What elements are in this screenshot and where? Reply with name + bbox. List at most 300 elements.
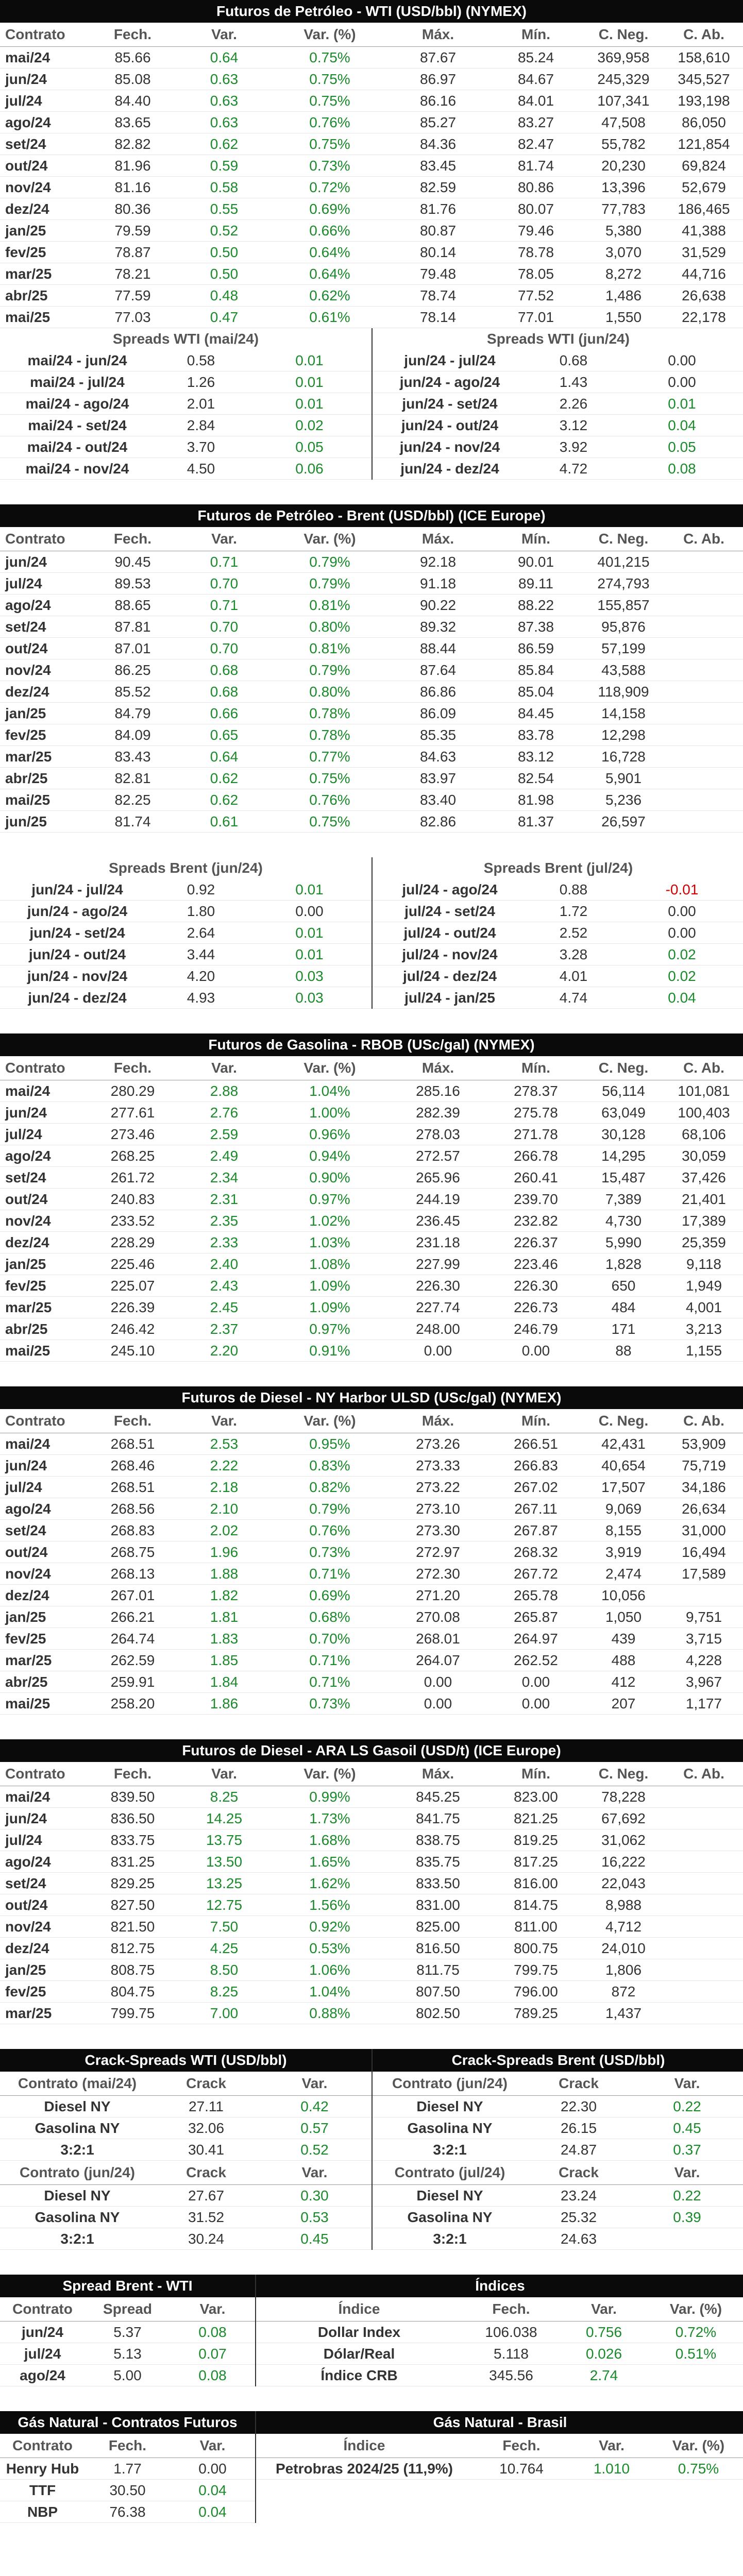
table-cell: 817.25: [489, 1851, 582, 1873]
table-row: [256, 2343, 743, 2365]
column-header: Contrato: [0, 1409, 90, 1433]
gasoil-table: [0, 1762, 743, 2024]
table-cell: 1.84: [175, 1671, 273, 1693]
table-cell: 0.90%: [273, 1167, 386, 1189]
ulsd-table: [0, 1409, 743, 1715]
table-cell: 280.29: [90, 1080, 175, 1102]
column-header: Crack: [155, 2161, 258, 2185]
table-cell: 8,988: [582, 1894, 665, 1916]
table-cell: TTF: [0, 2480, 85, 2501]
table-cell: [665, 1981, 743, 2003]
crack-table: [373, 2072, 743, 2250]
table-cell: 268.75: [90, 1541, 175, 1563]
table-cell: nov/24: [0, 1563, 90, 1585]
table-cell: 13.75: [175, 1829, 273, 1851]
table-row: [0, 2185, 372, 2207]
table-cell: 273.46: [90, 1124, 175, 1145]
table-cell: 225.07: [90, 1275, 175, 1297]
table-row: [0, 2207, 372, 2228]
table-row: [0, 1981, 743, 2003]
column-header: Índice: [256, 2297, 462, 2321]
table-cell: 83.27: [489, 112, 582, 133]
table-cell: jan/25: [0, 1959, 90, 1981]
table-cell: 819.25: [489, 1829, 582, 1851]
table-cell: jun/24: [0, 1808, 90, 1829]
table-cell: jun/24: [0, 2321, 85, 2343]
gas_br-block: [255, 2411, 743, 2523]
crack-table: [0, 2072, 372, 2250]
table-cell: 56,114: [582, 1080, 665, 1102]
table-cell: 223.46: [489, 1253, 582, 1275]
rbob-table: [0, 1056, 743, 1362]
column-header: Var.: [170, 2434, 255, 2458]
table-row: [373, 393, 743, 415]
table-cell: 5,990: [582, 1232, 665, 1253]
table-cell: dez/24: [0, 1938, 90, 1959]
table-row: [373, 458, 743, 480]
table-row: [0, 1541, 743, 1563]
table-cell: 0.39: [630, 2207, 743, 2228]
table-cell: 0.73%: [273, 155, 386, 177]
column-header: Var.: [258, 2072, 372, 2096]
table-row: [0, 987, 372, 1009]
table-cell: 84.63: [386, 746, 489, 768]
table-cell: jun/24: [0, 69, 90, 90]
table-cell: 2.49: [175, 1145, 273, 1167]
table-cell: [665, 551, 743, 573]
table-cell: ago/24: [0, 1851, 90, 1873]
table-cell: 87.81: [90, 616, 175, 638]
table-cell: 85.35: [386, 724, 489, 746]
table-cell: 0.00: [386, 1693, 489, 1715]
column-header: C. Neg.: [582, 1056, 665, 1080]
table-cell: 3,213: [665, 1318, 743, 1340]
table-cell: 245,329: [582, 69, 665, 90]
table-cell: 0.61%: [273, 307, 386, 328]
table-row: [0, 659, 743, 681]
table-cell: jun/24: [0, 551, 90, 573]
table-row: [0, 1253, 743, 1275]
gas_fut-table: [0, 2434, 255, 2523]
table-cell: 106.038: [462, 2321, 560, 2343]
table-cell: [665, 616, 743, 638]
table-cell: 81.98: [489, 789, 582, 811]
table-row: [0, 551, 743, 573]
table-cell: 100,403: [665, 1102, 743, 1124]
column-header: Mín.: [489, 1056, 582, 1080]
table-row: [0, 901, 372, 922]
table-cell: 121,854: [665, 133, 743, 155]
rbob-section: [0, 1033, 743, 1362]
table-cell: ago/24: [0, 1498, 90, 1520]
table-cell: 86.59: [489, 638, 582, 659]
table-cell: 0.97%: [273, 1189, 386, 1210]
table-cell: 267.72: [489, 1563, 582, 1585]
table-cell: 1.06%: [273, 1959, 386, 1981]
table-cell: 34,186: [665, 1477, 743, 1498]
spread-table: [373, 879, 743, 1009]
table-cell: 0.00: [620, 350, 743, 371]
table-cell: 31,529: [665, 242, 743, 263]
table-cell: 1,949: [665, 1275, 743, 1297]
table-cell: 85.52: [90, 681, 175, 703]
header-row: [0, 2434, 255, 2458]
column-header: Mín.: [489, 1762, 582, 1786]
table-cell: 76.38: [85, 2501, 170, 2523]
brent_spreads-left: [0, 857, 372, 1009]
table-cell: 1.68%: [273, 1829, 386, 1851]
table-cell: out/24: [0, 1541, 90, 1563]
table-cell: 0.01: [247, 393, 372, 415]
table-row: [0, 1124, 743, 1145]
table-cell: 0.71: [175, 551, 273, 573]
table-cell: 2.02: [175, 1520, 273, 1541]
table-cell: 82.59: [386, 177, 489, 198]
table-cell: 80.86: [489, 177, 582, 198]
table-cell: 5.13: [85, 2343, 170, 2365]
table-cell: 227.74: [386, 1297, 489, 1318]
table-cell: 78.05: [489, 263, 582, 285]
table-cell: 401,215: [582, 551, 665, 573]
table-row: [0, 1455, 743, 1477]
spread-title: Spreads Brent (jul/24): [483, 860, 633, 876]
table-cell: 1.010: [570, 2458, 653, 2480]
table-cell: 650: [582, 1275, 665, 1297]
table-cell: 829.25: [90, 1873, 175, 1894]
table-cell: 240.83: [90, 1189, 175, 1210]
table-cell: 1.00%: [273, 1102, 386, 1124]
table-cell: 345,527: [665, 69, 743, 90]
table-cell: 8,155: [582, 1520, 665, 1541]
table-cell: 278.03: [386, 1124, 489, 1145]
table-cell: 0.62: [175, 133, 273, 155]
spacer: [0, 1715, 743, 1739]
table-cell: 1.72: [527, 901, 620, 922]
table-cell: 84.01: [489, 90, 582, 112]
table-cell: 30.24: [155, 2228, 258, 2250]
table-cell: 835.75: [386, 1851, 489, 1873]
column-header: Var.: [175, 23, 273, 47]
table-cell: 278.37: [489, 1080, 582, 1102]
table-cell: Dólar/Real: [256, 2343, 462, 2365]
table-cell: 345.56: [462, 2365, 560, 2386]
table-cell: 23.24: [527, 2185, 630, 2207]
table-cell: jul/24: [0, 1477, 90, 1498]
table-row: [0, 595, 743, 616]
spread_bw-table: [0, 2297, 255, 2386]
table-row: [0, 703, 743, 724]
table-cell: 3.92: [527, 436, 620, 458]
table-cell: 31.52: [155, 2207, 258, 2228]
table-cell: 272.97: [386, 1541, 489, 1563]
table-row: [0, 1916, 743, 1938]
table-row: [0, 2321, 255, 2343]
table-cell: NBP: [0, 2501, 85, 2523]
table-row: [0, 1189, 743, 1210]
table-cell: 20,230: [582, 155, 665, 177]
table-cell: 0.81%: [273, 638, 386, 659]
table-cell: 0.99%: [273, 1786, 386, 1808]
table-cell: 8.25: [175, 1981, 273, 2003]
table-cell: 2.26: [527, 393, 620, 415]
table-cell: 0.22: [630, 2185, 743, 2207]
table-cell: [665, 811, 743, 833]
table-cell: 44,716: [665, 263, 743, 285]
table-cell: 68,106: [665, 1124, 743, 1145]
table-row: [373, 965, 743, 987]
table-cell: [665, 768, 743, 789]
table-cell: 25.32: [527, 2207, 630, 2228]
table-cell: jun/24 - nov/24: [373, 436, 527, 458]
table-cell: 0.45: [258, 2228, 372, 2250]
table-row: [0, 307, 743, 328]
table-cell: 0.48: [175, 285, 273, 307]
table-cell: [665, 789, 743, 811]
table-cell: 0.22: [630, 2096, 743, 2117]
table-row: [0, 2003, 743, 2024]
table-cell: 171: [582, 1318, 665, 1340]
table-row: [0, 1650, 743, 1671]
table-cell: 158,610: [665, 47, 743, 69]
column-header: Máx.: [386, 1762, 489, 1786]
table-cell: fev/25: [0, 1275, 90, 1297]
table-cell: jun/24 - set/24: [373, 393, 527, 415]
table-cell: 228.29: [90, 1232, 175, 1253]
table-row: [0, 371, 372, 393]
table-cell: 0.026: [560, 2343, 648, 2365]
table-row: [0, 458, 372, 480]
table-cell: [665, 703, 743, 724]
table-cell: 268.01: [386, 1628, 489, 1650]
table-cell: [648, 2365, 743, 2386]
table-cell: 3.70: [155, 436, 247, 458]
table-cell: 1.88: [175, 1563, 273, 1585]
spacer: [0, 833, 743, 857]
table-cell: 9,118: [665, 1253, 743, 1275]
table-cell: 833.75: [90, 1829, 175, 1851]
table-row: [0, 1275, 743, 1297]
table-cell: 2.84: [155, 415, 247, 436]
brent-table: [0, 527, 743, 833]
table-cell: 264.07: [386, 1650, 489, 1671]
column-header: Var.: [630, 2072, 743, 2096]
table-cell: 0.64: [175, 746, 273, 768]
table-cell: 827.50: [90, 1894, 175, 1916]
table-row: [0, 2365, 255, 2386]
table-cell: 268.32: [489, 1541, 582, 1563]
table-cell: 0.58: [155, 350, 247, 371]
table-cell: [665, 659, 743, 681]
table-cell: 0.59: [175, 155, 273, 177]
column-header: Mín.: [489, 527, 582, 551]
table-cell: 87.38: [489, 616, 582, 638]
table-cell: [665, 724, 743, 746]
table-cell: abr/25: [0, 768, 90, 789]
table-cell: 31,062: [582, 1829, 665, 1851]
table-cell: 0.76%: [273, 112, 386, 133]
indices-table: [256, 2297, 743, 2386]
table-cell: 267.87: [489, 1520, 582, 1541]
column-header: Máx.: [386, 1409, 489, 1433]
table-cell: 37,426: [665, 1167, 743, 1189]
table-cell: 77.59: [90, 285, 175, 307]
table-cell: Gasolina NY: [0, 2207, 155, 2228]
table-cell: mai/24 - set/24: [0, 415, 155, 436]
table-cell: 1,155: [665, 1340, 743, 1362]
table-cell: 17,589: [665, 1563, 743, 1585]
table-cell: jun/24 - nov/24: [0, 965, 155, 987]
table-row: [0, 2117, 372, 2139]
table-cell: 0.79%: [273, 573, 386, 595]
table-cell: 277.61: [90, 1102, 175, 1124]
table-cell: 81.74: [489, 155, 582, 177]
table-cell: jan/25: [0, 1606, 90, 1628]
table-row: [373, 350, 743, 371]
table-cell: Índice CRB: [256, 2365, 462, 2386]
table-cell: 27.67: [155, 2185, 258, 2207]
table-cell: 95,876: [582, 616, 665, 638]
table-cell: 0.61: [175, 811, 273, 833]
spacer: [0, 2024, 743, 2049]
table-row: [0, 1477, 743, 1498]
table-cell: set/24: [0, 616, 90, 638]
table-cell: Petrobras 2024/25 (11,9%): [256, 2458, 472, 2480]
spacer: [0, 1009, 743, 1033]
table-cell: ago/24: [0, 2365, 85, 2386]
table-cell: 78,228: [582, 1786, 665, 1808]
table-cell: 811.00: [489, 1916, 582, 1938]
table-cell: 0.30: [258, 2185, 372, 2207]
table-cell: 265.78: [489, 1585, 582, 1606]
table-row: [0, 1671, 743, 1693]
table-cell: 841.75: [386, 1808, 489, 1829]
table-row: [0, 1959, 743, 1981]
table-cell: 1,177: [665, 1693, 743, 1715]
table-cell: 88.44: [386, 638, 489, 659]
table-cell: 236.45: [386, 1210, 489, 1232]
table-cell: 80.07: [489, 198, 582, 220]
table-cell: 1.83: [175, 1628, 273, 1650]
table-cell: 118,909: [582, 681, 665, 703]
table-row: [373, 2139, 743, 2161]
table-cell: 4.72: [527, 458, 620, 480]
table-cell: 1.09%: [273, 1275, 386, 1297]
table-cell: 63,049: [582, 1102, 665, 1124]
table-cell: 821.50: [90, 1916, 175, 1938]
table-cell: 836.50: [90, 1808, 175, 1829]
table-cell: 79.46: [489, 220, 582, 242]
table-cell: 0.50: [175, 263, 273, 285]
table-cell: 85.27: [386, 112, 489, 133]
column-header: Fech.: [472, 2434, 570, 2458]
table-cell: [665, 2003, 743, 2024]
header-row: [0, 1056, 743, 1080]
table-cell: 77,783: [582, 198, 665, 220]
table-cell: 0.57: [258, 2117, 372, 2139]
column-header: Var.: [630, 2161, 743, 2185]
table-cell: dez/24: [0, 1232, 90, 1253]
table-cell: 268.51: [90, 1433, 175, 1455]
column-header: Var.: [175, 1409, 273, 1433]
table-cell: 0.55: [175, 198, 273, 220]
table-cell: nov/24: [0, 659, 90, 681]
table-cell: 81.76: [386, 198, 489, 220]
column-header: Var.: [570, 2434, 653, 2458]
table-cell: jul/24: [0, 2343, 85, 2365]
gasoil-title: Futuros de Diesel - ARA LS Gasoil (USD/t) (ICE Europe): [0, 1739, 743, 1762]
column-header: Máx.: [386, 23, 489, 47]
table-cell: 0.53: [258, 2207, 372, 2228]
table-cell: 0.02: [620, 965, 743, 987]
table-cell: 86.25: [90, 659, 175, 681]
table-cell: 2.34: [175, 1167, 273, 1189]
column-header: Spread: [85, 2297, 170, 2321]
spread_bw-title: Spread Brent - WTI: [0, 2275, 255, 2297]
table-cell: 12.75: [175, 1894, 273, 1916]
spread_bw-block: [0, 2275, 255, 2386]
table-cell: 0.68: [175, 659, 273, 681]
table-cell: out/24: [0, 1189, 90, 1210]
table-cell: 0.73%: [273, 1693, 386, 1715]
table-cell: 84.09: [90, 724, 175, 746]
header-row: [373, 2072, 743, 2096]
table-cell: 0.68: [175, 681, 273, 703]
table-cell: 0.00: [386, 1340, 489, 1362]
table-cell: 266.51: [489, 1433, 582, 1455]
table-row: [373, 944, 743, 965]
header-row: [0, 2072, 372, 2096]
table-cell: 2.20: [175, 1340, 273, 1362]
table-cell: 0.68: [527, 350, 620, 371]
table-cell: mai/25: [0, 789, 90, 811]
table-cell: jun/24 - ago/24: [373, 371, 527, 393]
spread-table: [373, 350, 743, 480]
table-cell: 0.01: [247, 371, 372, 393]
column-header: Var. (%): [653, 2434, 743, 2458]
table-row: [256, 2365, 743, 2386]
table-cell: 26,634: [665, 1498, 743, 1520]
table-cell: 0.02: [247, 415, 372, 436]
table-row: [0, 944, 372, 965]
table-cell: 2.33: [175, 1232, 273, 1253]
table-row: [0, 242, 743, 263]
table-cell: 821.25: [489, 1808, 582, 1829]
table-row: [373, 901, 743, 922]
table-cell: 246.42: [90, 1318, 175, 1340]
table-row: [0, 1585, 743, 1606]
table-cell: 90.45: [90, 551, 175, 573]
table-cell: mai/24 - jul/24: [0, 371, 155, 393]
table-cell: 799.75: [489, 1959, 582, 1981]
column-header: Contrato: [0, 527, 90, 551]
table-cell: 5,380: [582, 220, 665, 242]
table-cell: 89.11: [489, 573, 582, 595]
table-cell: 244.19: [386, 1189, 489, 1210]
table-row: [373, 2228, 743, 2250]
table-cell: mar/25: [0, 746, 90, 768]
table-cell: 268.56: [90, 1498, 175, 1520]
table-row: [0, 2480, 255, 2501]
indices-block: [255, 2275, 743, 2386]
table-cell: out/24: [0, 638, 90, 659]
table-cell: 0.70: [175, 638, 273, 659]
table-cell: 1,806: [582, 1959, 665, 1981]
table-cell: 7,389: [582, 1189, 665, 1210]
table-cell: 88.65: [90, 595, 175, 616]
table-cell: 15,487: [582, 1167, 665, 1189]
table-cell: 0.00: [620, 371, 743, 393]
table-cell: 0.68%: [273, 1606, 386, 1628]
